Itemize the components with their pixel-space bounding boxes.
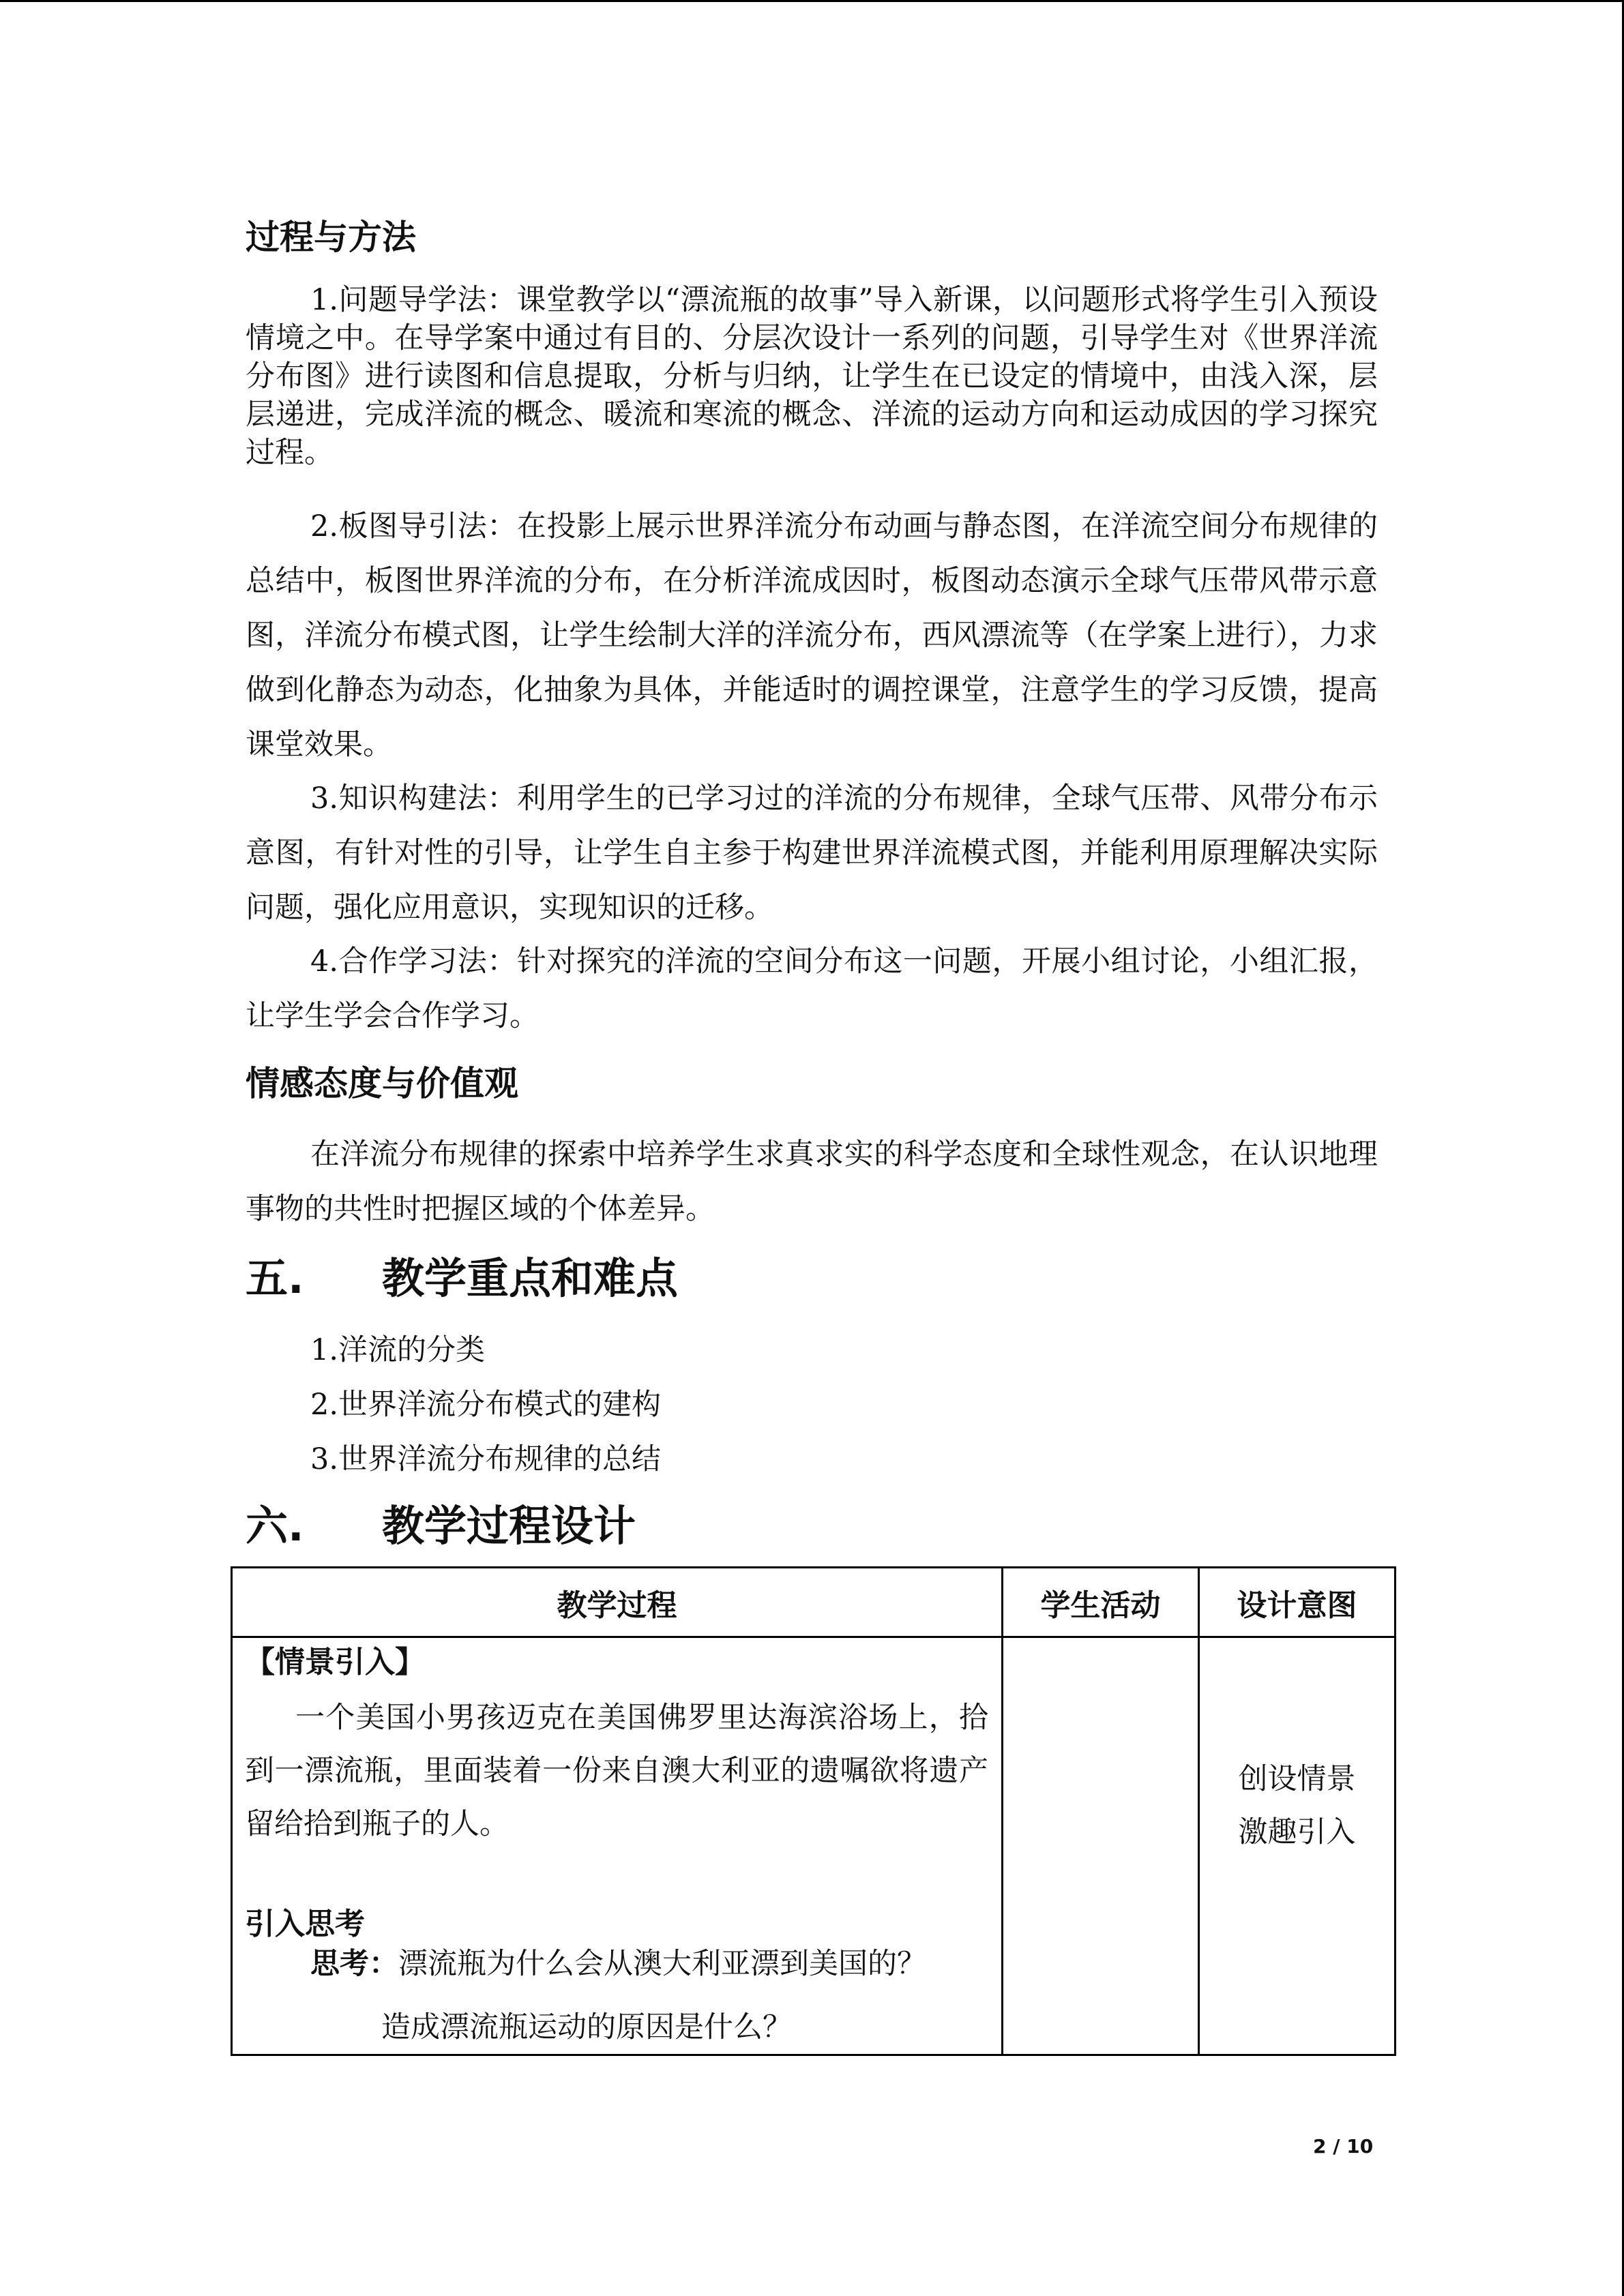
- paragraph-method-3: 3.知识构建法：利用学生的已学习过的洋流的分布规律，全球气压带、风带分布示意图，有针对性的引导，让学生自主参于构建世界洋流模式图，并能利用原理解决实际问题，强化应用意识，实现知识的迁移。: [246, 781, 1378, 925]
- heading-section-six: [246, 1499, 636, 1553]
- cause-question: 造成漂流瓶运动的原因是什么？: [381, 2010, 792, 2044]
- focus-item-1: 1.洋流的分类: [310, 1333, 486, 1367]
- section-five-number: 五.: [246, 1253, 304, 1303]
- cell-student-activity: [1003, 1637, 1199, 2055]
- heading-process-methods: 过程与方法: [246, 218, 416, 257]
- section-five-title: 教学重点和难点: [382, 1253, 679, 1303]
- section-six-number: 六.: [246, 1501, 304, 1551]
- table-row: [232, 1637, 1396, 2055]
- focus-item-2: 2.世界洋流分布模式的建构: [310, 1388, 662, 1422]
- cell-teaching-process: [232, 1637, 1003, 2055]
- heading-section-five: [246, 1251, 678, 1306]
- intro-label: 【情景引入】: [245, 1645, 425, 1680]
- header-teaching-process: 教学过程: [232, 1568, 1003, 1637]
- cell-design-intent: [1199, 1637, 1396, 2055]
- story-text: 一个美国小男孩迈克在美国佛罗里达海滨浴场上，拾到一漂流瓶，里面装着一份来自澳大利亚的遗嘱欲将遗产留给拾到瓶子的人。: [245, 1701, 988, 1841]
- page-top-rule: [0, 0, 1624, 2]
- question-label: 思考：: [310, 1947, 398, 1981]
- think-label: 引入思考: [245, 1907, 365, 1941]
- focus-item-3: 3.世界洋流分布规律的总结: [310, 1442, 662, 1476]
- paragraph-method-2: 2.板图导引法：在投影上展示世界洋流分布动画与静态图，在洋流空间分布规律的总结中，板图世界洋流的分布，在分析洋流成因时，板图动态演示全球气压带风带示意图，洋流分布模式图，让学生绘制大洋的洋流分布，西风漂流等（在学案上进行），力求做到化静态为动态，化抽象为具体，并能适时的调控课堂，注意学生的学习反馈，提高课堂效果。: [246, 509, 1378, 762]
- question-body: 漂流瓶为什么会从澳大利亚漂到美国的？: [398, 1947, 926, 1981]
- paragraph-method-1: 1.问题导学法：课堂教学以“漂流瓶的故事”导入新课，以问题形式将学生引入预设情境之中。在导学案中通过有目的、分层次设计一系列的问题，引导学生对《世界洋流分布图》进行读图和信息提取，分析与归纳，让学生在已设定的情境中，由浅入深，层层递进，完成洋流的概念、暖流和寒流的概念、洋流的运动方向和运动成因的学习探究过程。: [246, 283, 1378, 470]
- question-text: [245, 1943, 968, 1985]
- page-number: 2 / 10: [1313, 2135, 1374, 2158]
- paragraph-method-4: 4.合作学习法：针对探究的洋流的空间分布这一问题，开展小组讨论，小组汇报，让学生学会合作学习。: [246, 944, 1378, 1033]
- intent-line-2: 激趣引入: [1238, 1815, 1356, 1849]
- table-header-row: [232, 1568, 1396, 1637]
- paragraph-values: 在洋流分布规律的探索中培养学生求真求实的科学态度和全球性观念，在认识地理事物的共性时把握区域的个体差异。: [246, 1137, 1378, 1226]
- header-design-intent: 设计意图: [1199, 1568, 1396, 1637]
- heading-values: 情感态度与价值观: [246, 1064, 518, 1103]
- section-six-title: 教学过程设计: [382, 1501, 636, 1551]
- teaching-process-table: [231, 1566, 1396, 2056]
- intent-line-1: 创设情景: [1238, 1762, 1356, 1796]
- header-student-activity: 学生活动: [1003, 1568, 1199, 1637]
